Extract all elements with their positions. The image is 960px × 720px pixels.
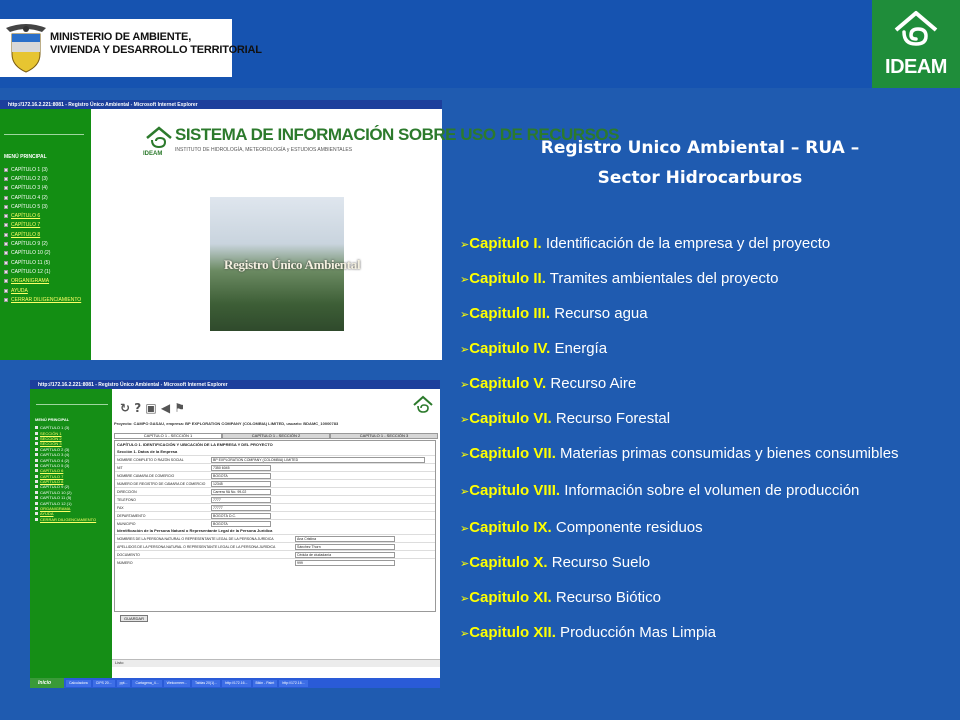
chapter-item [460, 623, 942, 644]
menu-item-label: CAPÍTULO 4 (2) [11, 194, 48, 201]
arrow-bullet-icon: ➢ [460, 558, 470, 570]
menu-item-label: SECCIÓN 2 [40, 435, 62, 441]
folder-icon [4, 279, 8, 283]
menu-item[interactable] [4, 258, 81, 267]
ideam-house-icon [145, 125, 173, 153]
chapter-text: Identificación de la empresa y del proyecto [541, 235, 831, 252]
folder-icon [4, 186, 8, 190]
menu-item-label: CERRAR DILIGENCIAMIENTO [40, 516, 97, 522]
menu-item[interactable] [4, 267, 81, 276]
chapter-number: Capitulo X. [469, 554, 548, 571]
form-field[interactable]: 7777 [211, 497, 271, 503]
arrow-bullet-icon: ➢ [460, 628, 470, 640]
menu-item-label: CAPÍTULO 12 (1) [11, 268, 51, 275]
arrow-bullet-icon: ➢ [460, 414, 470, 426]
title-line1: Registro Unico Ambiental – RUA – [540, 138, 860, 158]
folder-icon [35, 448, 38, 451]
arrow-bullet-icon: ➢ [460, 486, 470, 498]
form-label: NIT [117, 465, 123, 470]
chapter-number: Capitulo XI. [469, 589, 552, 606]
chapter-number: Capitulo V. [469, 375, 547, 392]
form-field[interactable]: 999 [295, 560, 395, 566]
ideam-house-icon [894, 10, 938, 52]
form-label: DOCUMENTO [117, 552, 140, 557]
folder-icon [35, 453, 38, 456]
ideam-logo [872, 0, 960, 88]
taskbar-item[interactable]: http://172.16... [222, 680, 250, 687]
title-line2: Sector Hidrocarburos [597, 168, 803, 188]
chapter-number: Capitulo VIII. [469, 482, 561, 499]
taskbar [30, 678, 440, 688]
arrow-bullet-icon: ➢ [460, 239, 470, 251]
chapter-item [460, 553, 942, 574]
tab-section-3[interactable]: CAPÍTULO 1 - SECCIÓN 3 [330, 433, 438, 439]
chapter-item [460, 588, 942, 609]
menu-item-label: CAPÍTULO 11 (5) [40, 495, 72, 501]
rua-photo [210, 197, 361, 331]
form-field[interactable]: 12345 [211, 481, 271, 487]
coat-of-arms-icon [4, 22, 48, 74]
header-band [0, 0, 960, 88]
menu-item-label: CAPÍTULO 3 (4) [11, 185, 48, 192]
chapter-text: Energía [550, 340, 608, 357]
folder-icon [35, 480, 38, 483]
form-row [115, 542, 435, 550]
browser-titlebar: http://172.16.2.221:8081 - Registro Único Ambiental - Microsoft Internet Explorer [0, 100, 442, 109]
folder-icon [35, 469, 38, 472]
form-row [115, 463, 435, 471]
menu-item[interactable] [4, 193, 81, 202]
form-row [115, 519, 435, 527]
arrow-bullet-icon: ➢ [460, 523, 470, 535]
form-field[interactable]: Cédula de ciudadanía [295, 552, 395, 558]
save-button[interactable]: GUARDAR [120, 615, 148, 622]
chapter-number: Capitulo XII. [469, 624, 556, 641]
menu-title: MENÚ PRINCIPAL [35, 417, 70, 422]
menu-item-label: CAPÍTULO 10 (2) [40, 489, 72, 495]
taskbar-item[interactable]: Tablas 20(1)... [192, 680, 220, 687]
chapter-item [460, 269, 942, 290]
status-bar: Listo [112, 659, 440, 667]
taskbar-items [64, 680, 308, 687]
legal-rows [115, 534, 435, 566]
menu-item[interactable] [4, 295, 81, 304]
menu-item-label: CAPÍTULO 5 (3) [40, 462, 70, 468]
form-label: DIRECCIÓN [117, 489, 137, 494]
folder-icon [4, 177, 8, 181]
chapter-text: Recurso agua [550, 305, 648, 322]
arrow-bullet-icon: ➢ [460, 593, 470, 605]
menu-item-label: CAPÍTULO 10 (2) [11, 250, 51, 257]
chapter-item [460, 374, 942, 395]
menu-item-label: AYUDA [11, 287, 28, 294]
form-row [115, 495, 435, 503]
section-subtitle: Sección 1. Datos de la Empresa [117, 449, 178, 454]
ministry-line1: MINISTERIO DE AMBIENTE, [50, 31, 192, 43]
form-label: APELLIDOS DE LA PERSONA NATURAL O REPRESENTANTE LEGAL DE LA PERSONA JURÍDICA [117, 544, 276, 549]
sidebar-divider [4, 134, 84, 135]
folder-icon [35, 442, 38, 445]
menu-item[interactable] [4, 277, 81, 286]
arrow-bullet-icon: ➢ [460, 274, 470, 286]
menu-item-label: CAPÍTULO 4 (2) [40, 457, 70, 463]
menu-item-label: CAPÍTULO 2 (3) [40, 446, 70, 452]
section-title: CAPÍTULO 1. IDENTIFICACIÓN Y UBICACIÓN DE LA EMPRESA Y DEL PROYECTO [117, 442, 273, 447]
folder-icon [4, 270, 8, 274]
chapter-text: Recurso Suelo [547, 554, 651, 571]
sidebar [0, 109, 91, 360]
chapter-item [460, 304, 942, 325]
folder-icon [4, 251, 8, 255]
menu-item[interactable] [4, 184, 81, 193]
chapter-item [460, 481, 942, 502]
menu-item-label: CAPÍTULO 6 [40, 468, 64, 474]
chapter-text: Tramites ambientales del proyecto [545, 270, 779, 287]
chapter-number: Capitulo IX. [469, 519, 552, 536]
folder-icon [35, 432, 38, 435]
form-row [115, 550, 435, 558]
folder-icon [35, 518, 38, 521]
form-field[interactable]: BOGOTÁ D.C. [211, 513, 271, 519]
main-menu [35, 425, 96, 522]
menu-item-label: SECCIÓN 1 [40, 430, 62, 436]
chapter-number: Capitulo VII. [469, 445, 556, 462]
folder-icon [35, 496, 38, 499]
form-label: MUNICIPIO [117, 521, 136, 526]
folder-icon [4, 242, 8, 246]
banner-subtitle: INSTITUTO DE HIDROLOGÍA, METEOROLOGÍA y ESTUDIOS AMBIENTALES [175, 147, 353, 153]
form-row [115, 558, 435, 566]
chapter-text: Información sobre el volumen de producción [560, 482, 860, 499]
ministry-logo [0, 19, 262, 77]
menu-item-label: ORGANIGRAMA [11, 278, 50, 285]
menu-item-label: AYUDA [40, 511, 54, 517]
company-form [114, 440, 436, 612]
chapter-text: Componente residuos [551, 519, 703, 536]
browser-titlebar: http://172.16.2.221:8081 - Registro Único Ambiental - Microsoft Internet Explorer [30, 380, 440, 389]
toolbar-icons[interactable]: ↻ ? ▣ ◀ ⚑ [120, 401, 186, 415]
folder-icon [35, 426, 38, 429]
form-label: DEPARTAMENTO [117, 513, 146, 518]
folder-icon [4, 205, 8, 209]
ministry-name [50, 31, 262, 57]
menu-item-label: CAPÍTULO 11 (5) [11, 259, 51, 266]
legal-title: Identificación de la Persona Natural o Representante Legal de la Persona Jurídica [117, 528, 273, 533]
section-tabs [114, 433, 438, 439]
menu-item[interactable] [4, 202, 81, 211]
menu-item[interactable] [4, 211, 81, 220]
taskbar-item[interactable]: Cartagena_4... [132, 680, 161, 687]
chapter-number: Capitulo IV. [469, 340, 551, 357]
folder-icon [4, 196, 8, 200]
form-field[interactable]: Carrera 9A No. 99-02 [211, 489, 271, 495]
folder-icon [4, 223, 8, 227]
folder-icon [35, 502, 38, 505]
folder-icon [35, 464, 38, 467]
chapter-text: Recurso Biótico [551, 589, 661, 606]
menu-item[interactable] [4, 165, 81, 174]
folder-icon [4, 298, 8, 302]
menu-item-label: CERRAR DILIGENCIAMIENTO [11, 296, 82, 303]
folder-icon [4, 233, 8, 237]
menu-item[interactable] [35, 517, 96, 522]
folder-icon [35, 512, 38, 515]
menu-item[interactable] [4, 230, 81, 239]
menu-item[interactable] [4, 239, 81, 248]
folder-icon [4, 261, 8, 265]
chapter-number: Capitulo III. [469, 305, 551, 322]
form-label: TELÉFONO [117, 497, 136, 502]
form-row [115, 471, 435, 479]
form-field[interactable]: BP EXPLORATION COMPANY (COLOMBIA) LIMITED [211, 457, 425, 463]
ministry-line2: VIVIENDA Y DESARROLLO TERRITORIAL [50, 44, 262, 56]
ideam-house-icon [412, 395, 434, 417]
tab-section-2[interactable]: CAPÍTULO 1 - SECCIÓN 2 [222, 433, 330, 439]
folder-icon [4, 168, 8, 172]
folder-icon [4, 214, 8, 218]
menu-item-label: CAPÍTULO 5 (3) [11, 203, 48, 210]
menu-item-label: CAPÍTULO 9 (2) [11, 241, 48, 248]
taskbar-item[interactable]: http://172.16... [279, 680, 307, 687]
menu-item-label: CAPÍTULO 7 [40, 473, 64, 479]
chapter-text: Materias primas consumidas y bienes consumibles [555, 445, 899, 462]
form-row [115, 487, 435, 495]
arrow-bullet-icon: ➢ [460, 449, 470, 461]
form-field[interactable]: Ana Cristina [295, 536, 395, 542]
menu-item-label: CAPÍTULO 6 [11, 213, 41, 220]
taskbar-item[interactable]: CIPS 20... [93, 680, 115, 687]
start-button[interactable]: Inicio [30, 678, 64, 688]
company-rows [115, 455, 435, 527]
chapter-item [460, 518, 942, 539]
menu-item-label: CAPÍTULO 2 (3) [11, 175, 48, 182]
screenshot-rua-form [30, 380, 440, 688]
menu-item-label: CAPÍTULO 9 (2) [40, 484, 70, 490]
chapter-item [460, 234, 942, 255]
taskbar-item[interactable]: Bikin - Paint [253, 680, 278, 687]
sidebar [30, 389, 112, 678]
form-row [115, 503, 435, 511]
chapter-number: Capitulo II. [469, 270, 546, 287]
chapter-text: Recurso Forestal [551, 410, 671, 427]
form-label: NOMBRE COMPLETO O RAZÓN SOCIAL [117, 457, 184, 462]
form-label: FAX [117, 505, 124, 510]
menu-item[interactable] [4, 174, 81, 183]
ideam-mini-label: IDEAM [143, 151, 163, 157]
taskbar-item[interactable]: ppt... [117, 680, 131, 687]
arrow-bullet-icon: ➢ [460, 309, 470, 321]
menu-item-label: CAPÍTULO 1 (3) [11, 166, 48, 173]
chapter-list [460, 234, 942, 658]
chapter-number: Capitulo VI. [469, 410, 552, 427]
menu-item-label: CAPÍTULO 8 [11, 231, 41, 238]
page-title [480, 133, 920, 193]
folder-icon [35, 475, 38, 478]
taskbar-item[interactable]: Calculadora [66, 680, 91, 687]
form-row [115, 511, 435, 519]
menu-item-label: SECCIÓN 3 [40, 441, 62, 447]
folder-icon [35, 437, 38, 440]
form-label: NOMBRES DE LA PERSONA NATURAL O REPRESENTANTE LEGAL DE LA PERSONA JURÍDICA [117, 536, 274, 541]
chapter-item [460, 444, 942, 465]
banner-title: SISTEMA DE INFORMACIÓN SOBRE USO DE RECURSOS [175, 125, 619, 144]
menu-item[interactable] [4, 221, 81, 230]
form-field[interactable]: Sánchez Thorn [295, 544, 395, 550]
chapter-number: Capitulo I. [469, 235, 542, 252]
menu-item-label: CAPÍTULO 1 (3) [40, 425, 70, 431]
ideam-label: IDEAM [885, 56, 947, 78]
chapter-text: Producción Mas Limpia [555, 624, 716, 641]
menu-item-label: CAPÍTULO 7 [11, 222, 41, 229]
menu-item-label: CAPÍTULO 8 [40, 479, 64, 485]
folder-icon [35, 485, 38, 488]
menu-title: MENÚ PRINCIPAL [4, 154, 47, 160]
tab-section-1[interactable]: CAPÍTULO 1 - SECCIÓN 1 [114, 433, 222, 439]
project-line: Proyecto: CAMPO GASAU, empresa: BP EXPLORATION COMPANY (COLOMBIA) LIMITED, usuario: BDAMC_10000783 [114, 421, 339, 426]
folder-icon [35, 459, 38, 462]
menu-item-label: CAPÍTULO 3 (4) [40, 452, 70, 458]
arrow-bullet-icon: ➢ [460, 379, 470, 391]
form-field[interactable]: BOGOTA [211, 473, 271, 479]
main-menu [4, 165, 81, 304]
menu-item[interactable] [4, 286, 81, 295]
sidebar-divider [36, 404, 108, 405]
chapter-item [460, 339, 942, 360]
form-label: NÚMERO DE REGISTRO DE CÁMARA DE COMERCIO [117, 481, 206, 486]
photo-caption: Registro Único Ambiental [224, 257, 361, 272]
form-row [115, 534, 435, 542]
menu-item-label: CAPÍTULO 12 (1) [40, 500, 72, 506]
menu-item[interactable] [4, 249, 81, 258]
folder-icon [35, 507, 38, 510]
folder-icon [35, 491, 38, 494]
menu-item-label: ORGANIGRAMA [40, 506, 71, 512]
form-label: NÚMERO [117, 560, 133, 565]
form-label: NOMBRE CÁMARA DE COMERCIO [117, 473, 175, 478]
form-field[interactable]: 7350 6045 [211, 465, 271, 471]
folder-icon [4, 289, 8, 293]
form-area [112, 389, 440, 678]
taskbar-item[interactable]: Welcomeer... [164, 680, 190, 687]
form-row [115, 455, 435, 463]
form-field[interactable]: 77777 [211, 505, 271, 511]
form-field[interactable]: BOGOTA [211, 521, 271, 527]
arrow-bullet-icon: ➢ [460, 344, 470, 356]
chapter-text: Recurso Aire [546, 375, 637, 392]
chapter-item [460, 409, 942, 430]
form-row [115, 479, 435, 487]
